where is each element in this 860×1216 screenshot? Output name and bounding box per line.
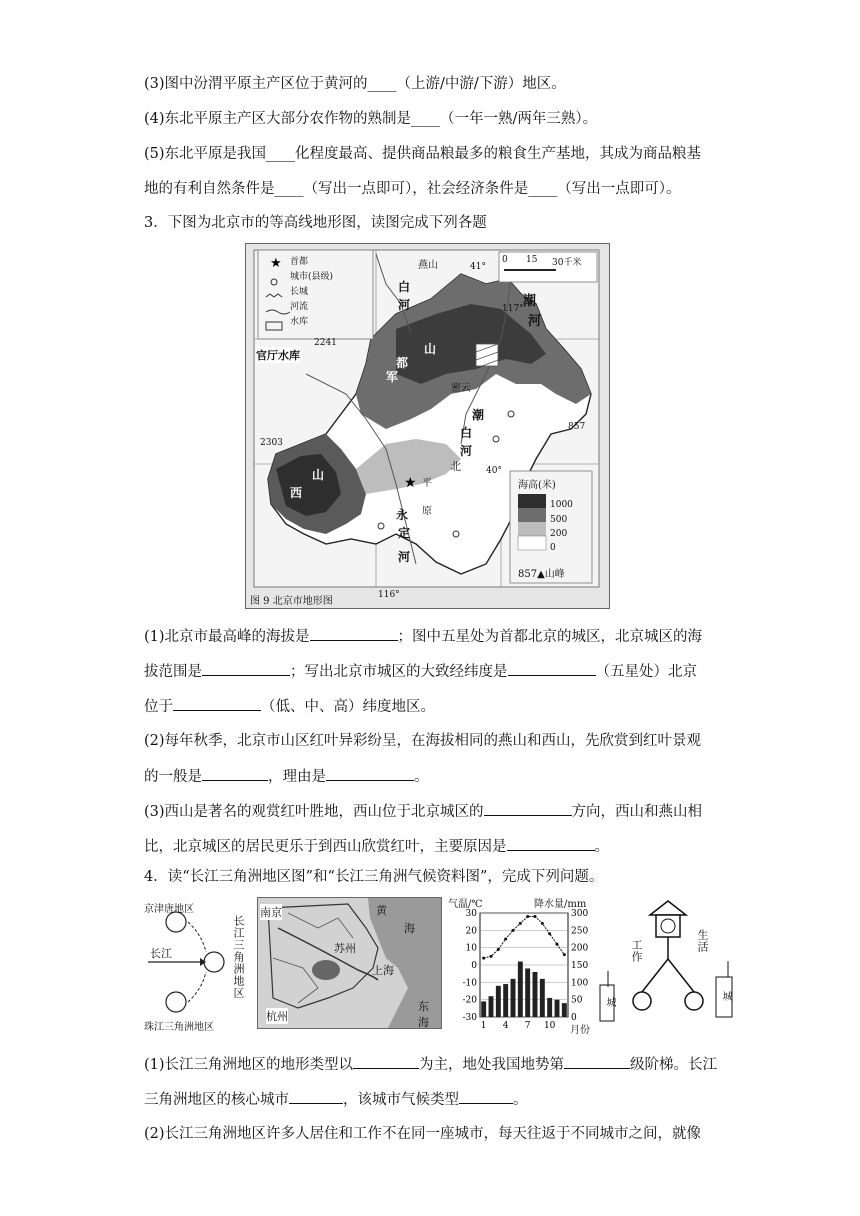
climate-chart [446, 895, 596, 1035]
place-he-3: 河 [398, 550, 411, 564]
precip-bar [518, 962, 523, 1017]
peak-legend: 857▲山峰 [518, 569, 565, 580]
temperature-point [504, 938, 507, 941]
place-bai-1: 白 [398, 280, 411, 294]
place-bei: 北 [450, 460, 461, 473]
y2-tick-label: 150 [571, 961, 589, 971]
temperature-point [548, 932, 551, 935]
legend-county-city: 城市(县级) [290, 272, 334, 282]
svg-text:★: ★ [270, 256, 282, 271]
q4-part1-line1 [144, 1054, 717, 1075]
elevation-legend-title: 海高(米) [518, 480, 556, 491]
temperature-point [526, 915, 529, 918]
precip-bar [511, 979, 516, 1017]
height-2303: 2303 [260, 438, 283, 448]
q4-part2: (2)长江三角洲地区许多人居住和工作不在同一座城市，每天往返于不同城市之间，就像 [144, 1126, 702, 1142]
height-857: 857 [568, 422, 586, 432]
place-ping: 平 [422, 478, 432, 489]
x-tick-label: 7 [524, 1021, 531, 1031]
q3-p2-text-b: 的一般是 [144, 769, 202, 785]
q4-title: 4．读“长江三角洲地区图”和“长江三角洲气候资料图”，完成下列问题。 [144, 869, 604, 885]
q3-p1-text-b: ；图中五星处为首都北京的城区，北京城区的海 [397, 629, 703, 645]
label-suzhou: 苏州 [334, 942, 356, 955]
lat-41: 41° [470, 262, 486, 272]
place-ding: 定 [398, 526, 411, 540]
temperature-point [556, 943, 559, 946]
temperature-point [534, 915, 537, 918]
x-tick-label: 4 [502, 1021, 509, 1031]
answer-blank[interactable] [459, 1089, 513, 1104]
q3-part2-line1: (2)每年秋季，北京市山区红叶异彩纷呈，在海拔相同的燕山和西山，先欣赏到红叶景观 [144, 733, 702, 749]
q4-p1-text-d: 三角洲地区的核心城市 [144, 1092, 289, 1108]
label-dong: 东 [418, 1000, 429, 1013]
answer-blank[interactable] [564, 1054, 630, 1069]
answer-blank[interactable] [326, 766, 414, 781]
legend-great-wall: 长城 [290, 287, 309, 297]
label-nanjing: 南京 [260, 906, 282, 919]
commute-cartoon [598, 897, 738, 1031]
answer-blank[interactable] [202, 661, 290, 676]
label-hai-2: 海 [418, 1016, 429, 1029]
label-huang: 黄 [376, 904, 387, 917]
place-miyun: 密云 [451, 383, 471, 394]
temperature-line [484, 916, 565, 958]
q4-p1-text-f: 。 [513, 1092, 528, 1108]
q4-part1-line2 [144, 1089, 528, 1110]
q3-p1-text-c: 拔范围是 [144, 664, 202, 680]
q3-part3-line2 [144, 836, 609, 857]
place-chao: 潮 [523, 294, 537, 309]
q3-p3-text-b: 方向，西山和燕山相 [571, 804, 703, 820]
q3-title: 3．下图为北京市的等高线地形图，读图完成下列各题 [144, 215, 487, 231]
precip-bar [489, 996, 494, 1017]
precip-bar [555, 1000, 560, 1017]
y-tick-label: -20 [462, 995, 477, 1006]
q4-p1-text-e: ，该城市气候类型 [343, 1092, 459, 1108]
label-work: 工作 [630, 939, 643, 963]
answer-blank[interactable] [508, 661, 596, 676]
scale-30: 30千米 [552, 258, 582, 268]
label-city-right: 城 [720, 991, 731, 1002]
elevation-200: 200 [550, 529, 568, 539]
y2-tick-label: 0 [571, 1013, 577, 1023]
lon-117: 117° [502, 304, 524, 314]
y-tick-label: 0 [471, 961, 477, 971]
y-tick-label: -30 [462, 1013, 477, 1023]
q4-p1-text-c: 级阶梯。长江 [630, 1057, 718, 1073]
place-guanting-reservoir: 官厅水库 [256, 349, 300, 362]
label-hai-1: 海 [404, 922, 415, 935]
temperature-point [512, 929, 515, 932]
svg-text:★: ★ [404, 475, 417, 491]
yangtze-region-diagram [144, 895, 252, 1031]
q3-p1-text-f: 位于 [144, 699, 173, 715]
temperature-point [519, 922, 522, 925]
q2-part3: (3)图中汾渭平原主产区位于黄河的____（上游/中游/下游）地区。 [144, 76, 566, 92]
axis-temp-label: 气温/℃ [448, 899, 483, 910]
legend-reservoir: 水库 [290, 317, 309, 327]
precip-bar [562, 1003, 567, 1017]
answer-blank[interactable] [202, 766, 268, 781]
q2-part5-a: (5)东北平原是我国____化程度最高、提供商品粮最多的粮食生产基地，其成为商品粮基 [144, 146, 702, 162]
label-life: 生活 [696, 929, 709, 953]
elevation-500: 500 [550, 515, 568, 525]
place-jun: 军 [386, 370, 399, 384]
answer-blank[interactable] [173, 696, 261, 711]
q3-p2-text-c: ，理由是 [268, 769, 326, 785]
axis-month-label: 月份 [570, 1025, 590, 1036]
elevation-1000: 1000 [550, 500, 573, 510]
q3-part3-line1 [144, 801, 702, 822]
precip-bar [481, 1001, 486, 1017]
elevation-0: 0 [550, 543, 556, 553]
place-he-2: 河 [460, 444, 473, 458]
y2-tick-label: 200 [571, 943, 589, 954]
temperature-point [497, 948, 500, 951]
label-city-left: 城 [604, 997, 615, 1008]
answer-blank[interactable] [507, 836, 595, 851]
y2-tick-label: 250 [571, 926, 589, 937]
y-tick-label: 10 [465, 943, 477, 954]
beijing-topographic-map [245, 243, 610, 609]
answer-blank[interactable] [484, 801, 572, 816]
place-he-1: 河 [398, 298, 411, 312]
y2-tick-label: 100 [571, 978, 589, 989]
temperature-point [541, 922, 544, 925]
label-shanghai: 上海 [372, 964, 394, 977]
scale-15: 15 [526, 255, 538, 265]
q3-part2-line2 [144, 766, 429, 787]
place-bai-2: 白 [460, 426, 473, 440]
place-shan-2: 山 [312, 468, 325, 482]
q3-part1-line2 [144, 661, 697, 682]
scale-0: 0 [502, 255, 508, 265]
y2-tick-label: 300 [571, 909, 589, 919]
precip-bar [525, 968, 530, 1017]
cartoon-graphic [598, 897, 738, 1031]
temperature-point [563, 953, 566, 956]
legend-capital: 首都 [290, 257, 309, 267]
precip-bar [533, 972, 538, 1017]
label-jingjintang: 京津唐地区 [144, 904, 194, 915]
label-hangzhou: 杭州 [266, 1010, 288, 1023]
axis-precip-label: 降水量/mm [534, 899, 587, 910]
q3-p1-text-g: （低、中、高）纬度地区。 [261, 699, 435, 715]
q4-p1-text-b: 为主，地处我国地势第 [419, 1057, 565, 1073]
label-yangtze-river: 长江 [150, 947, 172, 960]
place-xi: 西 [290, 486, 303, 500]
label-pearl-delta: 珠江三角洲地区 [144, 1022, 214, 1033]
y-tick-label: 20 [465, 926, 477, 937]
place-yan: 燕山 [418, 260, 438, 271]
q2-part5-b: 地的有利自然条件是____（写出一点即可），社会经济条件是____（写出一点即可）。 [144, 181, 681, 197]
map-caption: 图 9 北京市地形图 [250, 596, 333, 607]
answer-blank[interactable] [310, 626, 398, 641]
place-chao-he: 河 [528, 314, 542, 329]
temperature-point [490, 955, 493, 958]
precip-bar [547, 998, 552, 1017]
y-tick-label: -10 [462, 978, 477, 989]
answer-blank[interactable] [289, 1089, 343, 1104]
place-shan-1: 山 [424, 342, 437, 356]
place-chao-2: 潮 [472, 408, 485, 422]
climate-chart-svg [446, 895, 596, 1035]
x-tick-label: 1 [480, 1021, 487, 1031]
place-du: 都 [396, 356, 409, 370]
x-tick-label: 10 [543, 1021, 556, 1031]
q3-p1-text-e: （五星处）北京 [595, 664, 697, 680]
yangtze-delta-map [257, 897, 442, 1029]
q3-part1-line3 [144, 696, 435, 717]
q2-part4: (4)东北平原主产区大部分农作物的熟制是____（一年一熟/两年三熟）。 [144, 111, 598, 127]
q3-p2-text-d: 。 [414, 769, 429, 785]
place-yong: 永 [396, 508, 409, 522]
q3-p1-text-d: ；写出北京市城区的大致经纬度是 [290, 664, 508, 680]
lon-116: 116° [378, 590, 400, 600]
precip-bar [503, 984, 508, 1017]
y2-tick-label: 50 [571, 995, 583, 1006]
legend-river: 河流 [290, 302, 309, 312]
lat-40: 40° [486, 466, 502, 476]
precip-bar [540, 979, 545, 1017]
q3-p3-text-a: (3)西山是著名的观赏红叶胜地，西山位于北京城区的 [144, 804, 484, 820]
y-tick-label: 30 [465, 909, 477, 919]
answer-blank[interactable] [353, 1054, 419, 1069]
q3-p3-text-c: 比，北京城区的居民更乐于到西山欣赏红叶，主要原因是 [144, 839, 507, 855]
place-yuan: 原 [422, 506, 432, 517]
q3-p3-text-d: 。 [594, 839, 609, 855]
q3-part1-line1 [144, 626, 702, 647]
height-2241: 2241 [314, 338, 337, 348]
q3-p1-text-a: (1)北京市最高峰的海拔是 [144, 629, 310, 645]
q4-p1-text-a: (1)长江三角洲地区的地形类型以 [144, 1057, 354, 1073]
temperature-point [482, 957, 485, 960]
precip-bar [496, 986, 501, 1017]
label-yangtze-delta: 长江三角洲地区 [232, 915, 245, 999]
